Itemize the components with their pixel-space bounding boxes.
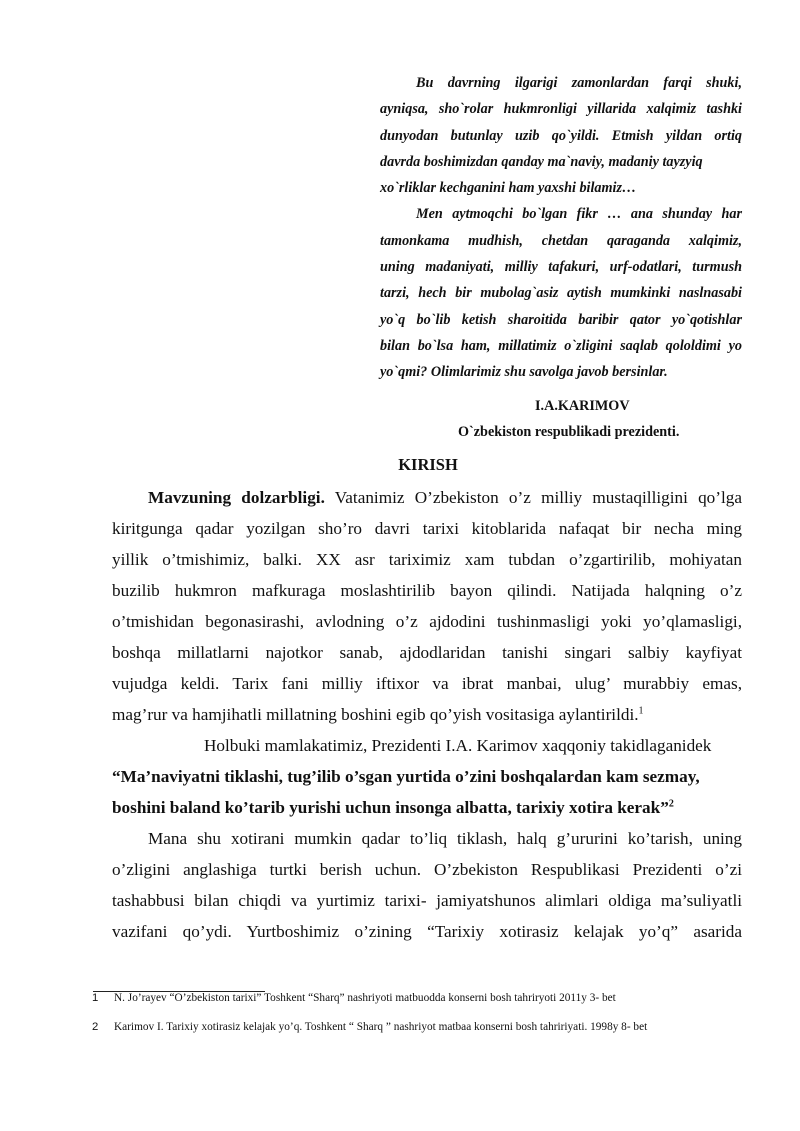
body-line: yillik o’tmishimiz, balki. XX asr tariximiz xam tubdan o’zgartirilib, mohiyatan: [112, 550, 742, 569]
footnote-ref[interactable]: 1: [638, 705, 644, 717]
body-line: vazifani qo’ydi. Yurtboshimiz o’zining “Tarixiy xotirasiz kelajak yo’q” asarida: [112, 922, 742, 941]
epigraph-paragraph-2: [380, 201, 742, 385]
epigraph-author: I.A.KARIMOV: [535, 398, 630, 414]
epigraph-line: ayniqsa, sho`rolar hukmronligi yillarida xalqimiz tashki: [380, 101, 742, 118]
epigraph-line: tarzi, hech bir mubolag`asiz aytish mumkinki naslnasabi: [380, 285, 742, 302]
body-line: tashabbusi bilan chiqdi va yurtimiz tarixi- jamiyatshunos alimlari oldiga ma’suliyatli: [112, 891, 742, 910]
epigraph-line: Bu davrning ilgarigi zamonlardan farqi shuki,: [416, 75, 742, 91]
epigraph-line: tamonkama mudhish, chetdan qaraganda xalqimiz,: [380, 232, 742, 249]
epigraph-author-title: O`zbekiston respublikadi prezidenti.: [458, 424, 680, 440]
footnote-number: 1: [92, 992, 99, 1004]
epigraph-line: yo`qmi? Olimlarimiz shu savolga javob bersinlar.: [380, 364, 668, 381]
footnote-ref[interactable]: 2: [668, 798, 674, 810]
section-lead: Mavzuning dolzarbligi.: [148, 488, 325, 507]
footnote-number: 2: [92, 1021, 99, 1033]
epigraph-line: bilan bo`lsa ham, millatimiz o`zligini saqlab qololdimi yo: [380, 337, 742, 354]
body-line: Mana shu xotirani mumkin qadar to’liq tiklash, halq g’ururini ko’tarish, uning: [148, 829, 742, 848]
body-line-text: mag’rur va hamjihatli millatning boshini egib qo’yish vositasiga aylantirildi.: [112, 705, 639, 724]
quote-line-text: boshini baland ko’tarib yurishi uchun insonga albatta, tarixiy xotira kerak”: [112, 798, 669, 817]
epigraph-line: xo`rliklar kechganini ham yaxshi bilamiz…: [380, 180, 637, 197]
quote-line: [112, 792, 742, 823]
body-line: kiritgunga qadar yozilgan sho’ro davri tarixi kitoblarida nafaqat bir necha ming: [112, 519, 742, 538]
quote-line: “Ma’naviyatni tiklashi, tug’ilib o’sgan yurtida o’zini boshqalardan kam sezmay,: [112, 767, 700, 786]
body-line-text: Vatanimiz O’zbekiston o’z milliy mustaqilligini qo’lga: [324, 488, 742, 507]
epigraph-paragraph-1: [380, 70, 742, 201]
section-heading: [0, 455, 800, 475]
epigraph-line: Men aytmoqchi bo`lgan fikr … ana shunday har: [416, 206, 742, 223]
footnote: [92, 992, 616, 1004]
section-heading-text: KIRISH: [398, 455, 458, 474]
body-line: o’tmishidan begonasirashi, avlodning o’z ajdodini tushinmasligi yoki yo’qlamasligi,: [112, 612, 742, 631]
footnote-text: N. Jo’rayev “O’zbekiston tarixi” Toshkent “Sharq” nashriyoti matbuodda konserni bosh tahriryoti 2011y 3- bet: [114, 992, 616, 1004]
body-line: buzilib hukmron mafkuraga moslashtirilib bayon qilindi. Natijada halqning o’z: [112, 581, 742, 600]
body-line: boshqa millatlarni najotkor sanab, ajdodlaridan tanishi singari salbiy kayfiyat: [112, 643, 742, 662]
footnote: [92, 1021, 648, 1033]
epigraph-line: davrda boshimizdan qanday ma`naviy, madaniy tayzyiq: [380, 153, 703, 170]
body-line: [112, 482, 742, 513]
body-line: Holbuki mamlakatimiz, Prezidenti I.A. Karimov xaqqoniy takidlaganidek: [204, 736, 712, 755]
epigraph: [380, 70, 742, 386]
body-line: vujudga keldi. Tarix fani milliy iftixor va ibrat manbai, ulug’ murabbiy emas,: [112, 674, 742, 693]
footnote-text: Karimov I. Tarixiy xotirasiz kelajak yo’q. Toshkent “ Sharq ” nashriyot matbaa konserni bosh tahririyati. 1998y 8- bet: [114, 1021, 648, 1033]
body-line: [112, 699, 742, 730]
body-line: o’zligini anglashiga turtki berish uchun. O’zbekiston Respublikasi Prezidenti o’zi: [112, 860, 742, 879]
epigraph-line: dunyodan butunlay uzib qo`yildi. Etmish yildan ortiq: [380, 127, 742, 144]
body-text: [112, 482, 742, 947]
epigraph-line: yo`q bo`lib ketish sharoitida baribir qator yo`qotishlar: [380, 311, 742, 328]
epigraph-line: uning madaniyati, milliy tafakuri, urf-odatlari, turmush: [380, 259, 742, 276]
